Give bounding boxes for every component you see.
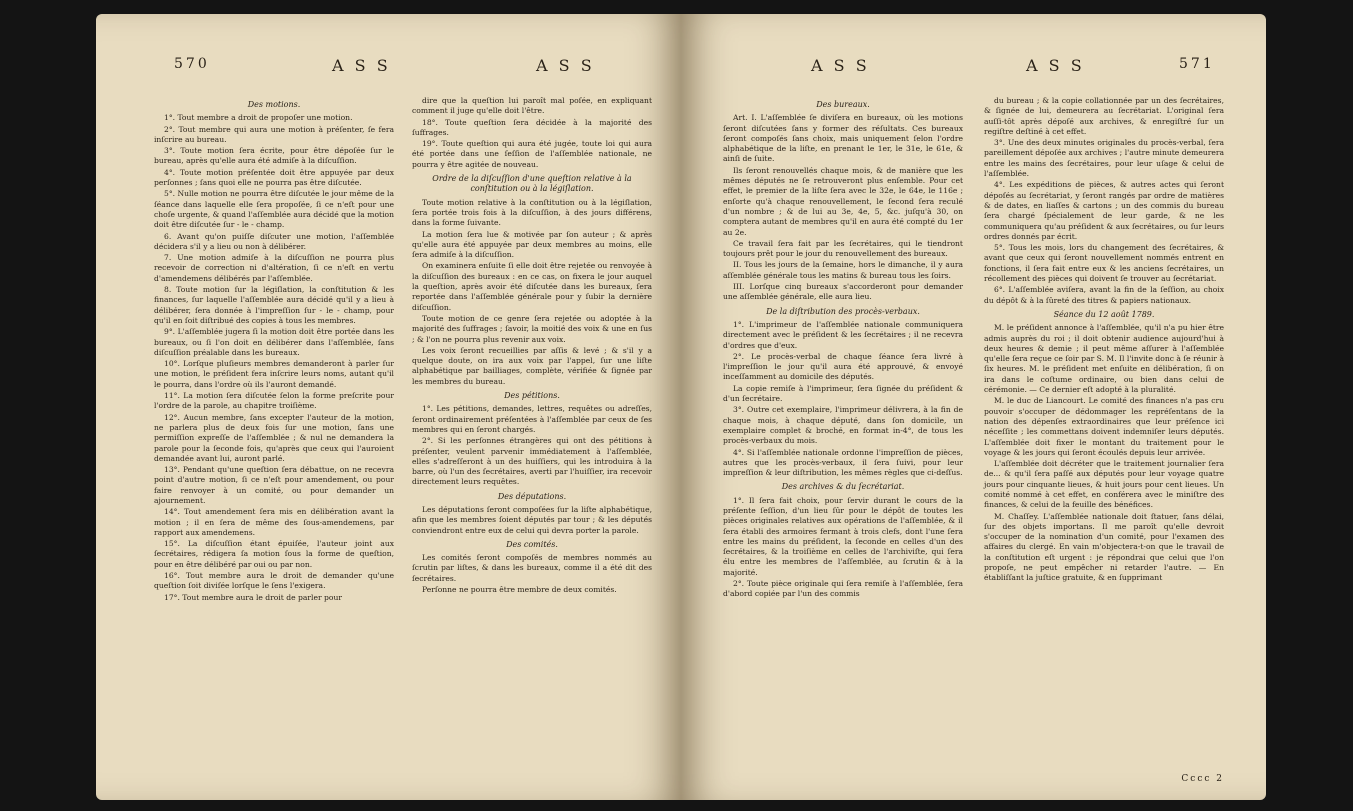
paragraph: L'aſſemblée doit décréter que le traitement journalier ſera de... & qu'il ſera paſſé aux députés pour leur voyage quatre jours pour cinquante lieues, & huit jours pour cent lieues. Un comité nommé à cet effet, en conférera avec le miniſtre des finances, & celui de la feuille des bénéfices. [984,459,1224,510]
paragraph: Les comités ſeront compoſés de membres nommés au ſcrutin par liſtes, & dans les bureaux, comme il a été dit des ſecrétaires. [412,553,652,583]
paragraph: 1°. Il ſera fait choix, pour ſervir durant le cours de la préſente ſeſſion, d'un lieu ſûr pour le dépôt de toutes les pièces originales relatives aux opérations de l'aſſemblée, & il ſera établi des armoires fermant à trois clefs, dont l'une ſera entre les mains du préſident, la ſeconde en celles d'un des ſecrétaires, & la troiſième en celles de l'archiviſte, qui ſera élu entre les membres de l'aſſemblée, au ſcrutin & à la majorité. [723,495,963,577]
paragraph: 5°. Tous les mois, lors du changement des ſecrétaires, & avant que ceux qui ſeront nouvellement nommés entrent en fonctions, il ſera fait entre eux & les anciens ſecrétaires, un récollement des pièces qui doivent ſe trouver au ſecrétariat. [984,243,1224,284]
paragraph: Les voix ſeront recueillies par aſſis & levé ; & s'il y a quelque doute, on ira aux voix par l'appel, ſur une liſte alphabétique par bailliages, complète, vérifiée & ſignée par les membres du bureau. [412,345,652,386]
paragraph: 10°. Lorſque pluſieurs membres demanderont à parler ſur une motion, le préſident fera inſcrire leurs noms, autant qu'il le pourra, dans l'ordre où ils l'auront demandé. [154,359,394,389]
section-title: Des archives & du ſecrétariat. [781,482,905,492]
paragraph: Les députations ſeront compoſées ſur la liſte alphabétique, afin que les membres ſoient députés par tour ; & les députés conviendront entre eux de celui qui devra porter la parole. [412,504,652,535]
paragraph: 3°. Outre cet exemplaire, l'imprimeur délivrera, à la fin de chaque mois, à chaque député, dans ſon domicile, un exemplaire complet & broché, en format in-4°, de tous les procès-verbaux du mois. [723,405,963,446]
paragraph: 4°. Si l'aſſemblée nationale ordonne l'impreſſion de pièces, autres que les procès-verbaux, il ſera ſuivi, pour leur impreſſion & leur diſtribution, les mêmes règles que ci-deſſus. [723,447,963,478]
paragraph: M. Chaſſey. L'aſſemblée nationale doit ſtatuer, ſans délai, ſur des objets importans. Il me paroît qu'elle devroit s'occuper de la nomination d'un comité, pour l'examen des affaires du clergé. En vain m'objectera-t-on que le travail de la conſtitution eſt urgent : je répondrai que celui que l'on propoſe, ne peut empêcher ni retarder l'autre. — En établiſſant la juſtice gratuite, & en ſupprimant [984,511,1224,583]
paragraph: 6°. L'aſſemblée aviſera, avant la fin de la ſeſſion, au choix du dépôt & à la ſûreté des titres & papiers nationaux. [984,285,1224,305]
paragraph: On examinera enſuite ſi elle doit être rejetée ou renvoyée à la diſcuſſion des bureaux : en ce cas, on fixera le jour auquel la queſtion, après avoir été diſcutée dans les bureaux, ſera reportée dans l'aſſemblée générale pour y ſubir la dernière diſcuſſion. [412,261,652,312]
running-head-left: A S S [332,56,391,75]
paragraph: 17°. Tout membre aura le droit de parler pour [164,592,342,602]
section-title: Ordre de la diſcuſſion d'une queſtion relative à la conſtitution ou à la légiſlation. [432,174,632,194]
paragraph: 4°. Les expéditions de pièces, & autres actes qui ſeront dépoſés au ſecrétariat, y ſeront rangés par ordre de matières & de dates, en liaſſes & cartons ; un des commis du bureau ſera chargé ſpécialement de leur garde, & ne les communiquera qu'au préſident & aux ſecrétaires, ou ſur leurs ordres donnés par écrit. [984,180,1224,241]
running-head-right-col2: A S S [1026,56,1085,75]
section-title: Des pétitions. [504,391,560,401]
right-column-2 [984,96,1224,585]
paragraph: II. Tous les jours de la ſemaine, hors le dimanche, il y aura aſſemblée générale tous les matins & bureau tous les ſoirs. [723,260,963,280]
section-title: Des motions. [247,100,301,109]
running-head-left-col2: A S S [536,56,595,75]
paragraph: 18°. Toute queſtion ſera décidée à la majorité des ſuffrages. [412,117,652,137]
left-column-1 [154,96,394,604]
paragraph: 14°. Tout amendement ſera mis en délibération avant la motion ; il en ſera de même des ſous-amendemens, par rapport aux amendemens. [154,507,394,537]
open-book [96,14,1266,804]
paragraph: 1°. L'imprimeur de l'aſſemblée nationale communiquera directement avec le préſident & les ſecrétaires ; il ne recevra d'ordres que d'eux. [723,319,963,350]
paragraph: Ils ſeront renouvellés chaque mois, & de manière que les mêmes députés ne ſe retrouveront plus enſemble. Pour cet effet, le premier de la liſte ſera avec le 32e, le 64e, le 116e ; enſorte qu'à chaque renouvellement, le ſecond ſera reculé d'un nombre ; & de lui au 3e, 4e, 5, &c. juſqu'à 30, on comptera autant de membres qu'il en aura été compté du 1er au 2e. [723,165,963,237]
left-page [96,14,681,800]
paragraph: 4°. Toute motion préſentée doit être appuyée par deux perſonnes ; ſans quoi elle ne pourra pas être diſcutée. [154,167,394,188]
paragraph: 19°. Toute queſtion qui aura été jugée, toute loi qui aura été portée dans une ſeſſion de l'aſſemblée nationale, ne pourra y être agitée de nouveau. [412,139,652,169]
paragraph: 7. Une motion admiſe à la diſcuſſion ne pourra plus recevoir de correction ni d'altération, ſi ce n'eſt en vertu d'amendemens délibérés par l'aſſemblée. [154,253,394,283]
paragraph: 3°. Une des deux minutes originales du procès-verbal, ſera pareillement dépoſée aux archives ; l'autre minute demeurera entre les mains des ſecrétaires, pour leur uſage & celui de l'aſſemblée. [984,138,1224,179]
section-title: Des comités. [506,539,558,549]
paragraph: 5°. Nulle motion ne pourra être diſcutée le jour même de la ſéance dans laquelle elle ſera propoſée, ſi ce n'eſt pour une choſe urgente, & quand l'aſſemblée aura décidé que la motion doit être diſcutée ſur - le - champ. [154,189,394,230]
signature-mark: Cccc 2 [1181,774,1224,784]
paragraph: 15°. La diſcuſſion étant épuiſée, l'auteur joint aux ſecrétaires, rédigera ſa motion ſous la forme de queſtion, pour en être délibéré par oui ou par non. [154,539,394,569]
paragraph: dire que la queſtion lui paroît mal poſée, en expliquant comment il juge qu'elle doit l'être. [412,96,652,116]
paragraph: Toute motion relative à la conſtitution ou à la légiſlation, ſera portée trois fois à la diſcuſſion, à des jours différens, dans la forme ſuivante. [412,197,652,228]
page-number-left: 570 [174,56,210,72]
right-column-1 [723,96,963,601]
paragraph: 6. Avant qu'on puiſſe diſcuter une motion, l'aſſemblée décidera s'il y a lieu ou non à délibérer. [154,231,394,251]
page-number-right: 571 [1179,56,1215,72]
paragraph: 13°. Pendant qu'une queſtion ſera débattue, on ne recevra point d'autre motion, ſi ce n'eſt pour amendement, ou pour faire renvoyer à un comité, ou pour demander un ajournement. [154,465,394,505]
paragraph: Toute motion de ce genre ſera rejetée ou adoptée à la majorité des ſuffrages ; ſavoir, la moitié des voix & une en ſus ; & l'on ne pourra plus revenir aux voix. [412,313,652,344]
paragraph: 12°. Aucun membre, ſans excepter l'auteur de la motion, ne parlera plus de deux fois ſur une motion, ſans une permiſſion expreſſe de l'aſſemblée ; & nul ne demandera la parole pour la ſeconde fois, qu'après que ceux qui l'auroient demandée avant lui, auront parlé. [154,412,394,463]
paragraph: 2°. Tout membre qui aura une motion à préſenter, ſe fera inſcrire au bureau. [154,124,394,144]
paragraph: III. Lorſque cinq bureaux s'accorderont pour demander une aſſemblée générale, elle aura lieu. [723,282,963,302]
paragraph: 16°. Tout membre aura le droit de demander qu'une queſtion ſoit diviſée lorſque le ſens l'exigera. [154,571,394,591]
left-column-2 [412,96,652,596]
paragraph: Perſonne ne pourra être membre de deux comités. [422,585,617,595]
paragraph: Art. I. L'aſſemblée ſe diviſera en bureaux, où les motions ſeront diſcutées ſans y former des réſultats. Ces bureaux ſeront compoſés ſans choix, mais uniquement ſelon l'ordre alphabétique de la liſte, en prenant le 1er, le 31e, le 61e, & ainſi de ſuite. [723,113,963,164]
paragraph: 3°. Toute motion ſera écrite, pour être dépoſée ſur le bureau, après qu'elle aura été admiſe à la diſcuſſion. [154,146,394,166]
paragraph: 11°. La motion ſera diſcutée ſelon la forme preſcrite pour l'ordre de la parole, au chapitre troiſième. [154,391,394,411]
paragraph: M. le préſident annonce à l'aſſemblée, qu'il n'a pu hier être admis auprès du roi ; il doit obtenir audience aujourd'hui à deux heures & demie ; il peut même aſſurer à l'aſſemblée qu'elle ſera reçue ce ſoir par S. M. Il l'invite donc à ſe réunir à ſix heures. M. le préſident met enſuite en délibération, ſi on ira dans le coſtume ordinaire, ou bien dans celui de cérémonie. — Ce dernier eſt adopté à la pluralité. [984,323,1224,395]
paragraph: du bureau ; & la copie collationnée par un des ſecrétaires, & ſignée de lui, demeurera au ſecrétariat. L'original ſera auſſi-tôt après dépoſé aux archives, & enregiſtré ſur un regiſtre deſtiné à cet effet. [984,96,1224,136]
section-title: Séance du 12 août 1789. [1053,309,1155,319]
section-title: Des bureaux. [816,100,870,109]
section-title: De la diſtribution des procès-verbaux. [766,306,920,316]
paragraph: Ce travail ſera fait par les ſecrétaires, qui le tiendront toujours prêt pour le jour du renouvellement des bureaux. [723,238,963,259]
paragraph: 2°. Le procès-verbal de chaque ſéance ſera livré à l'impreſſion le jour qu'il aura été approuvé, & envoyé inceſſamment au domicile des députés. [723,351,963,382]
paragraph: 2°. Si les perſonnes étrangères qui ont des pétitions à préſenter, veulent parvenir immédiatement à l'aſſemblée, elles s'adreſſeront à un des huiſſiers, qui les introduira à la barre, où l'un des ſecrétaires, averti par l'huiſſier, ira recevoir directement leurs requêtes. [412,436,652,487]
paragraph: 9°. L'aſſemblée jugera ſi la motion doit être portée dans les bureaux, ou ſi l'on doit en délibérer dans l'aſſemblée, ſans diſcuſſion préalable dans les bureaux. [154,327,394,357]
paragraph: La motion ſera lue & motivée par ſon auteur ; & après qu'elle aura été appuyée par deux membres au moins, elle ſera admiſe à la diſcuſſion. [412,229,652,260]
paragraph: 2°. Toute pièce originale qui ſera remiſe à l'aſſemblée, ſera d'abord copiée par l'un des commis [723,579,963,599]
paragraph: 8. Toute motion ſur la légiſlation, la conſtitution & les finances, ſur laquelle l'aſſemblée aura décidé qu'il y a lieu à délibérer, ſera donnée à l'impreſſion ſur - le - champ, pour qu'il en ſoit diſtribué des copies à tous les membres. [154,285,394,325]
paragraph: La copie remiſe à l'imprimeur, ſera ſignée du préſident & d'un ſecrétaire. [723,383,963,404]
right-page [681,14,1266,800]
paragraph: M. le duc de Liancourt. Le comité des finances n'a pas cru pouvoir s'occuper de dédommager les repréſentans de la nation des dépenſes extraordinaires que leur préſence ici néceſſite ; les commettans doivent indemniſer leurs députés. L'aſſemblée doit fixer le montant du traitement pour le voyage & les jours qui ſeront écoulés depuis leur arrivée. [984,396,1224,457]
paragraph: 1°. Tout membre a droit de propoſer une motion. [164,113,353,123]
paragraph: 1°. Les pétitions, demandes, lettres, requêtes ou adreſſes, ſeront ordinairement préſentées à l'aſſemblée par ceux de ſes membres qui en ſeront chargés. [412,404,652,434]
section-title: Des députations. [497,491,567,501]
running-head-right: A S S [811,56,870,75]
